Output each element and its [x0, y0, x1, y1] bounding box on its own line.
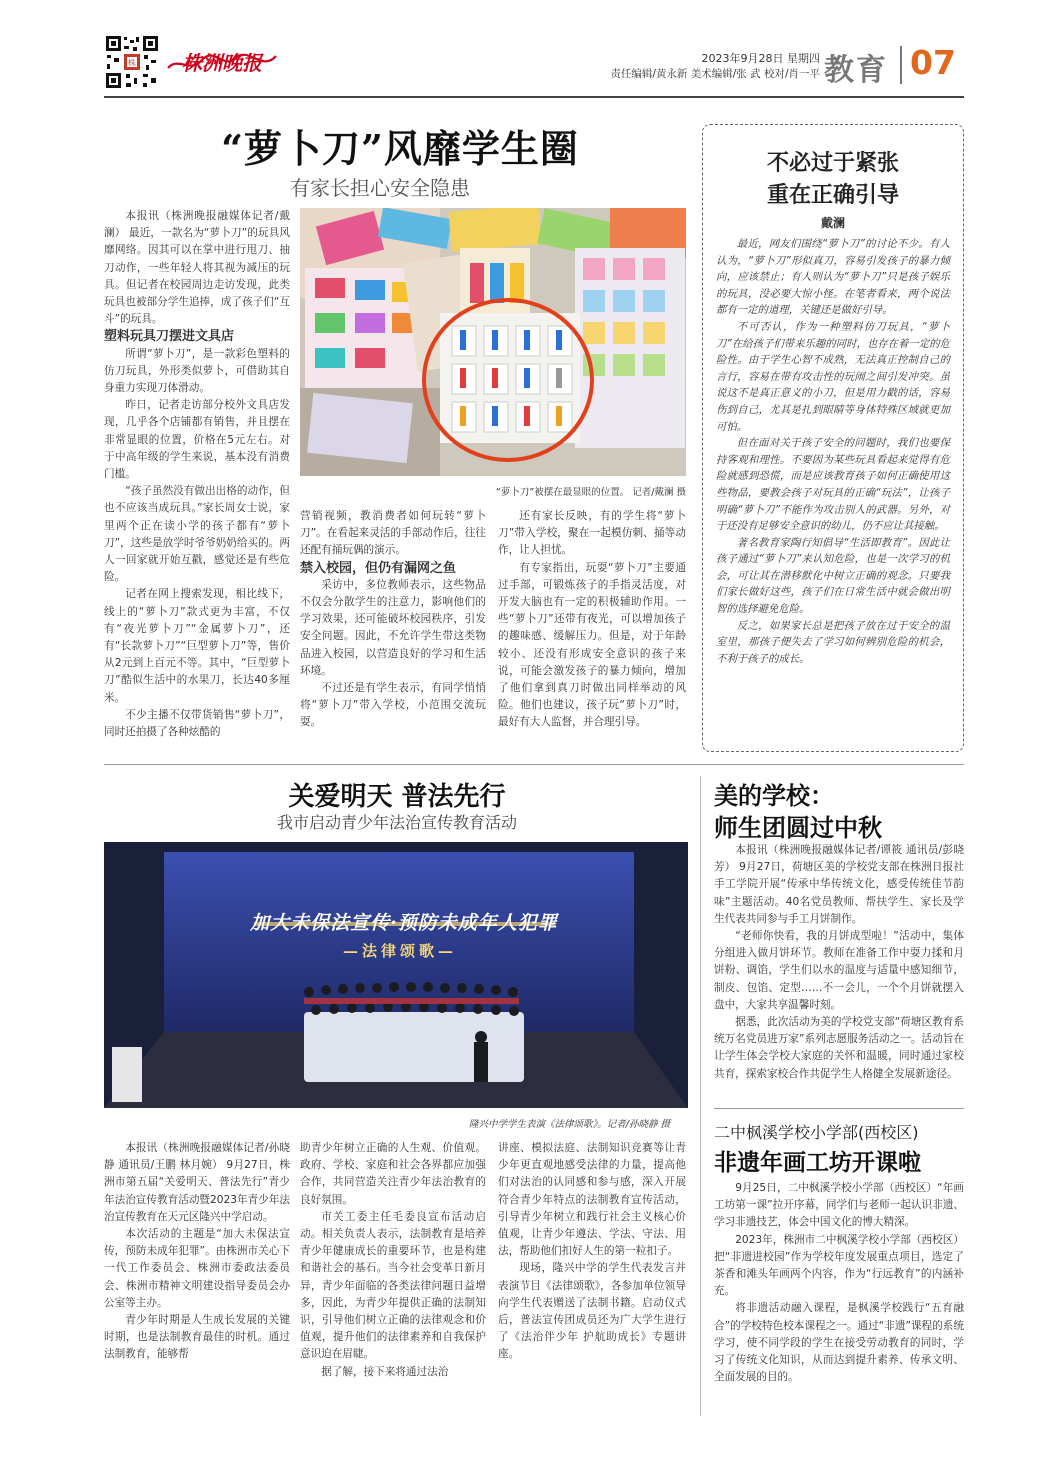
article2-screen-line2: —法律颂歌—: [342, 942, 457, 960]
article1-section2-head: 禁入校园，但仍有漏网之鱼: [300, 560, 457, 576]
article3-title-line1: 美的学校：: [714, 781, 834, 810]
section-rule: [104, 764, 964, 765]
article1-title: “萝卜刀”风靡学生圈: [221, 126, 579, 171]
article3-body: 本报讯（株洲晚报融媒体记者/谭筱 通讯员/彭晓芳） 9月27日，荷塘区美的学校党支部在株洲日报社手工学院开展“传承中华传统文化，感受传统佳节韵味”主题活动。40名党员教师、帮扶学生、家长及学生代表共同参与手工月饼制作。 “老师你快看，我的月饼成型啦！”活动中，集体分组进入做月饼环节。教师在准备工作中耍力揉和月饼粉、调馅，学生们以水的温度与适量中感知细节，制皮、包馅、定型……不一会儿，一个个月饼就摆入盘中，大家共享温馨时刻。 据悉，此次活动为美的学校党支部“荷塘区教育系统万名党员进万家”系列志愿服务活动之一。活动旨在让学生体会学校大家庭的关怀和温暖，同时通过家校共育，探索家校合作共促学生人格健全发展新途径。: [714, 844, 964, 1080]
article1-lead: 本报讯（株洲晚报融媒体记者/戴澜） 最近，一款名为“萝卜刀”的玩具风靡网络。因其可以在掌中进行甩刀、抽刀动作，一些年轻人将其视为减压的玩具。但记者在校园周边走访发现，此类玩具也被部分学生追捧，成了孩子们“互斗”的玩具。: [104, 210, 290, 326]
newspaper-logo: [166, 48, 278, 76]
commentary-author: 戴澜: [820, 216, 845, 230]
newspaper-logo-text: 株洲晚报: [182, 51, 262, 75]
article2-column-2: 助青少年树立正确的人生观、价值观。政府、学校、家庭和社会各界都应加强合作，共同营造关注青少年法治教育的良好氛围。 市关工委主任毛委良宣布活动启动。相关负责人表示，法制教育是培养青少年健康成长的重要环节，也是构建和谐社会的基石。当今社会变革日新月异，青少年面临的各类法律问题日益增多，因此，为青少年提供正确的法制知识，引导他们树立正确的法律观念和价值观，提升他们的法律素养和自我保护意识迫在眉睫。 据了解，接下来将通过法治: [300, 1142, 486, 1378]
article4-body: 9月25日，二中枫溪学校小学部（西校区）“年画工坊第一课”拉开序幕，同学们与老师一起认识非遗、学习非遗技艺，体会中国文化的博大精深。 2023年，株洲市二中枫溪学校小学部（西校区）把“非遗进校园”作为学校年度发展重点项目，选定了茶香和滩头年画两个内容，作为“行远教育”的内涵补充。 将非遗活动融入课程，是枫溪学校践行“五育融合”的学校特色校本课程之一。通过“非遗”课程的系统学习，使不同学段的学生在接受劳动教育的同时，学习了传统文化知识，从而达到提升素养、传承文明、全面发展的目的。: [714, 1182, 964, 1384]
article1-column-2: 营销视频，教消费者如何玩转“萝卜刀”。在看起来灵活的手部动作后，往往还配有捅玩偶的演示。 禁入校园，但仍有漏网之鱼 采访中，多位教师表示，这些物品不仅会分散学生的注意力，影响他们的学习效果，还可能破坏校园秩序，引发安全问题。因此，不允许学生带这类物品进入校园，以营造良好的学习和生活环境。 不过还是有学生表示，有同学悄悄将“萝卜刀”带入学校，小范围交流玩耍。: [300, 510, 486, 729]
section-name: 教育: [824, 53, 888, 88]
qr-code: [104, 34, 160, 90]
page-editors: 责任编辑/黄永新 美术编辑/张 武 校对/肖一平: [610, 68, 820, 80]
article1-column-3: 还有家长反映，有的学生将“萝卜刀”带入学校，聚在一起模仿刺、捅等动作，让人担忧。 有专家指出，玩耍“萝卜刀”主要通过手部，可锻炼孩子的手指灵活度，对开发大脑也有一定的积极辅助作用。一些“萝卜刀”还带有夜光，可以增加孩子的趣味感、缓解压力。但是，对于年龄较小、还没有形成安全意识的孩子来说，可能会激发孩子的暴力倾向，增加了他们拿到真刀时做出同样举动的风险。他们也建议，孩子玩“萝卜刀”时，最好有大人监督，并合理引导。: [498, 510, 686, 729]
article1-photo: [300, 208, 686, 476]
commentary-body: 最近，网友们围绕“萝卜刀”的讨论不少。有人认为，“萝卜刀”形似真刀，容易引发孩子的暴力倾向，应该禁止；有人则认为“萝卜刀”只是孩子娱乐的玩具，没必要大惊小怪。在笔者看来，两个说法都有一定的道理，关键还是做好引导。 不可否认，作为一种塑料仿刀玩具，“萝卜刀”在给孩子们带来乐趣的同时，也存在着一定的危险性。由于学生心智不成熟，无法真正控制自己的言行，容易在带有攻击性的玩闹之间引发冲突。虽说这不是真正意义的小刀，但是用力戳的话，容易伤到自己，尤其是扎到眼睛等身体特殊区域就更加可怕。 但在面对关于孩子安全的问题时，我们也要保持客观和理性。不要因为某些玩具看起来觉得有危险就感到恐慌，而是应该教育孩子如何正确使用这些物品，要教会孩子对玩具的正确“玩法”，让孩子明确“萝卜刀”不能作为攻击别人的武器。另外，对于还没有足够安全意识的幼儿，仍不应让其接触。 著名教育家陶行知倡导“生活即教育”。因此让孩子通过“萝卜刀”来认知危险，也是一次学习的机会，可让其在潜移默化中树立正确的观念。只要我们家长做好这些，孩子们在日常生活中就会做出明智的选择避免危险。 反之，如果家长总是把孩子放在过于安全的温室里，那孩子便失去了学习如何辨别危险的机会，不利于孩子的成长。: [716, 238, 950, 665]
article2-photo: [104, 842, 688, 1108]
article2-screen-line1: 加大未保法宣传·预防未成年人犯罪: [250, 912, 558, 934]
article1-column-1: 本报讯（株洲晚报融媒体记者/戴澜） 最近，一款名为“萝卜刀”的玩具风靡网络。因其可以在掌中进行甩刀、抽刀动作，一些年轻人将其视为减压的玩具。但记者在校园周边走访发现，此类玩具也被部分学生追捧，成了孩子们“互斗”的玩具。 塑料玩具刀摆进文具店 所谓“萝卜刀”，是一款彩色塑料的仿刀玩具，外形类似萝卜，可借助其自身重力实现刀体滑动。 昨日，记者走访部分校外文具店发现，几乎各个店铺都有销售，并且摆在非常显眼的位置，价格在5元左右。对于中高年级的学生来说，基本没有消费门槛。 “孩子虽然没有做出出格的动作，但也不应该当成玩具。”家长周女士说，家里两个正在读小学的孩子都有“萝卜刀”，这些是放学时爷爷奶奶给买的。两人一回家就开始互戳，感觉还是有些危险。 记者在网上搜索发现，相比线下，线上的“萝卜刀”款式更为丰富，不仅有“夜光萝卜刀”“金属萝卜刀”，还有“长款萝卜刀”“巨型萝卜刀”等，售价从2元到上百元不等。其中，“巨型萝卜刀”酷似生活中的水果刀，长达40多厘米。 不少主播不仅带货销售“萝卜刀”，同时还拍摄了各种炫酷的: [104, 210, 290, 739]
article2-title: 关爱明天 普法先行: [288, 782, 506, 812]
article1-subtitle: 有家长担心安全隐患: [290, 176, 470, 200]
section-divider: [900, 46, 902, 84]
issue-date: 2023年9月28日 星期四: [701, 52, 820, 65]
column-rule-vertical: [700, 776, 701, 1416]
article4-kicker: 二中枫溪学校小学部(西校区): [714, 1123, 919, 1142]
masthead-rule: [104, 96, 964, 98]
article2-column-1: 本报讯（株洲晚报融媒体记者/孙晓静 通讯员/王鹏 林月婉） 9月27日，株洲市第五届“关爱明天、普法先行”青少年法治宣传教育活动暨2023年青少年法治宣传教育在天元区隆兴中学启动。 本次活动的主题是“加大未保法宣传，预防未成年犯罪”。由株洲市关心下一代工作委员会、株洲市委政法委员会、株洲市精神文明建设指导委员会办公室等主办。 青少年时期是人生成长发展的关键时期，也是法制教育最佳的时机。通过法制教育，能够帮: [104, 1142, 290, 1361]
article3-title-line2: 师生团圆过中秋: [714, 813, 882, 842]
article2-photo-caption: 隆兴中学学生表演《法律颂歌》。记者/孙晓静 摄: [469, 1119, 670, 1130]
article1-section1-head: 塑料玩具刀摆进文具店: [104, 329, 235, 345]
article2-subtitle: 我市启动青少年法治宣传教育活动: [276, 813, 517, 832]
article3-rule: [714, 1108, 964, 1109]
article1-photo-caption: “萝卜刀”被摆在最显眼的位置。 记者/戴澜 摄: [495, 487, 686, 498]
commentary-title-line1: 不必过于紧张: [766, 150, 899, 176]
commentary-title-line2: 重在正确引导: [766, 182, 899, 208]
page-number: 07: [910, 43, 956, 82]
svg-text:株: 株: [128, 58, 136, 68]
article4-title: 非遗年画工坊开课啦: [714, 1149, 921, 1176]
article2-column-3: 讲座、模拟法庭、法制知识竞赛等让青少年更直观地感受法律的力量，提高他们对法治的认同感和参与感，深入开展符合青少年特点的法制教育宣传活动，引导青少年树立和践行社会主义核心价值观，让青少年遵法、学法、守法、用法，帮助他们扣好人生的第一粒扣子。 现场，隆兴中学的学生代表发言并表演节目《法律颂歌》，各参加单位领导向学生代表赠送了法制书籍。启动仪式后，普法宣传团成员还为广大学生进行了《法治伴少年 护航助成长》专题讲座。: [498, 1142, 686, 1361]
